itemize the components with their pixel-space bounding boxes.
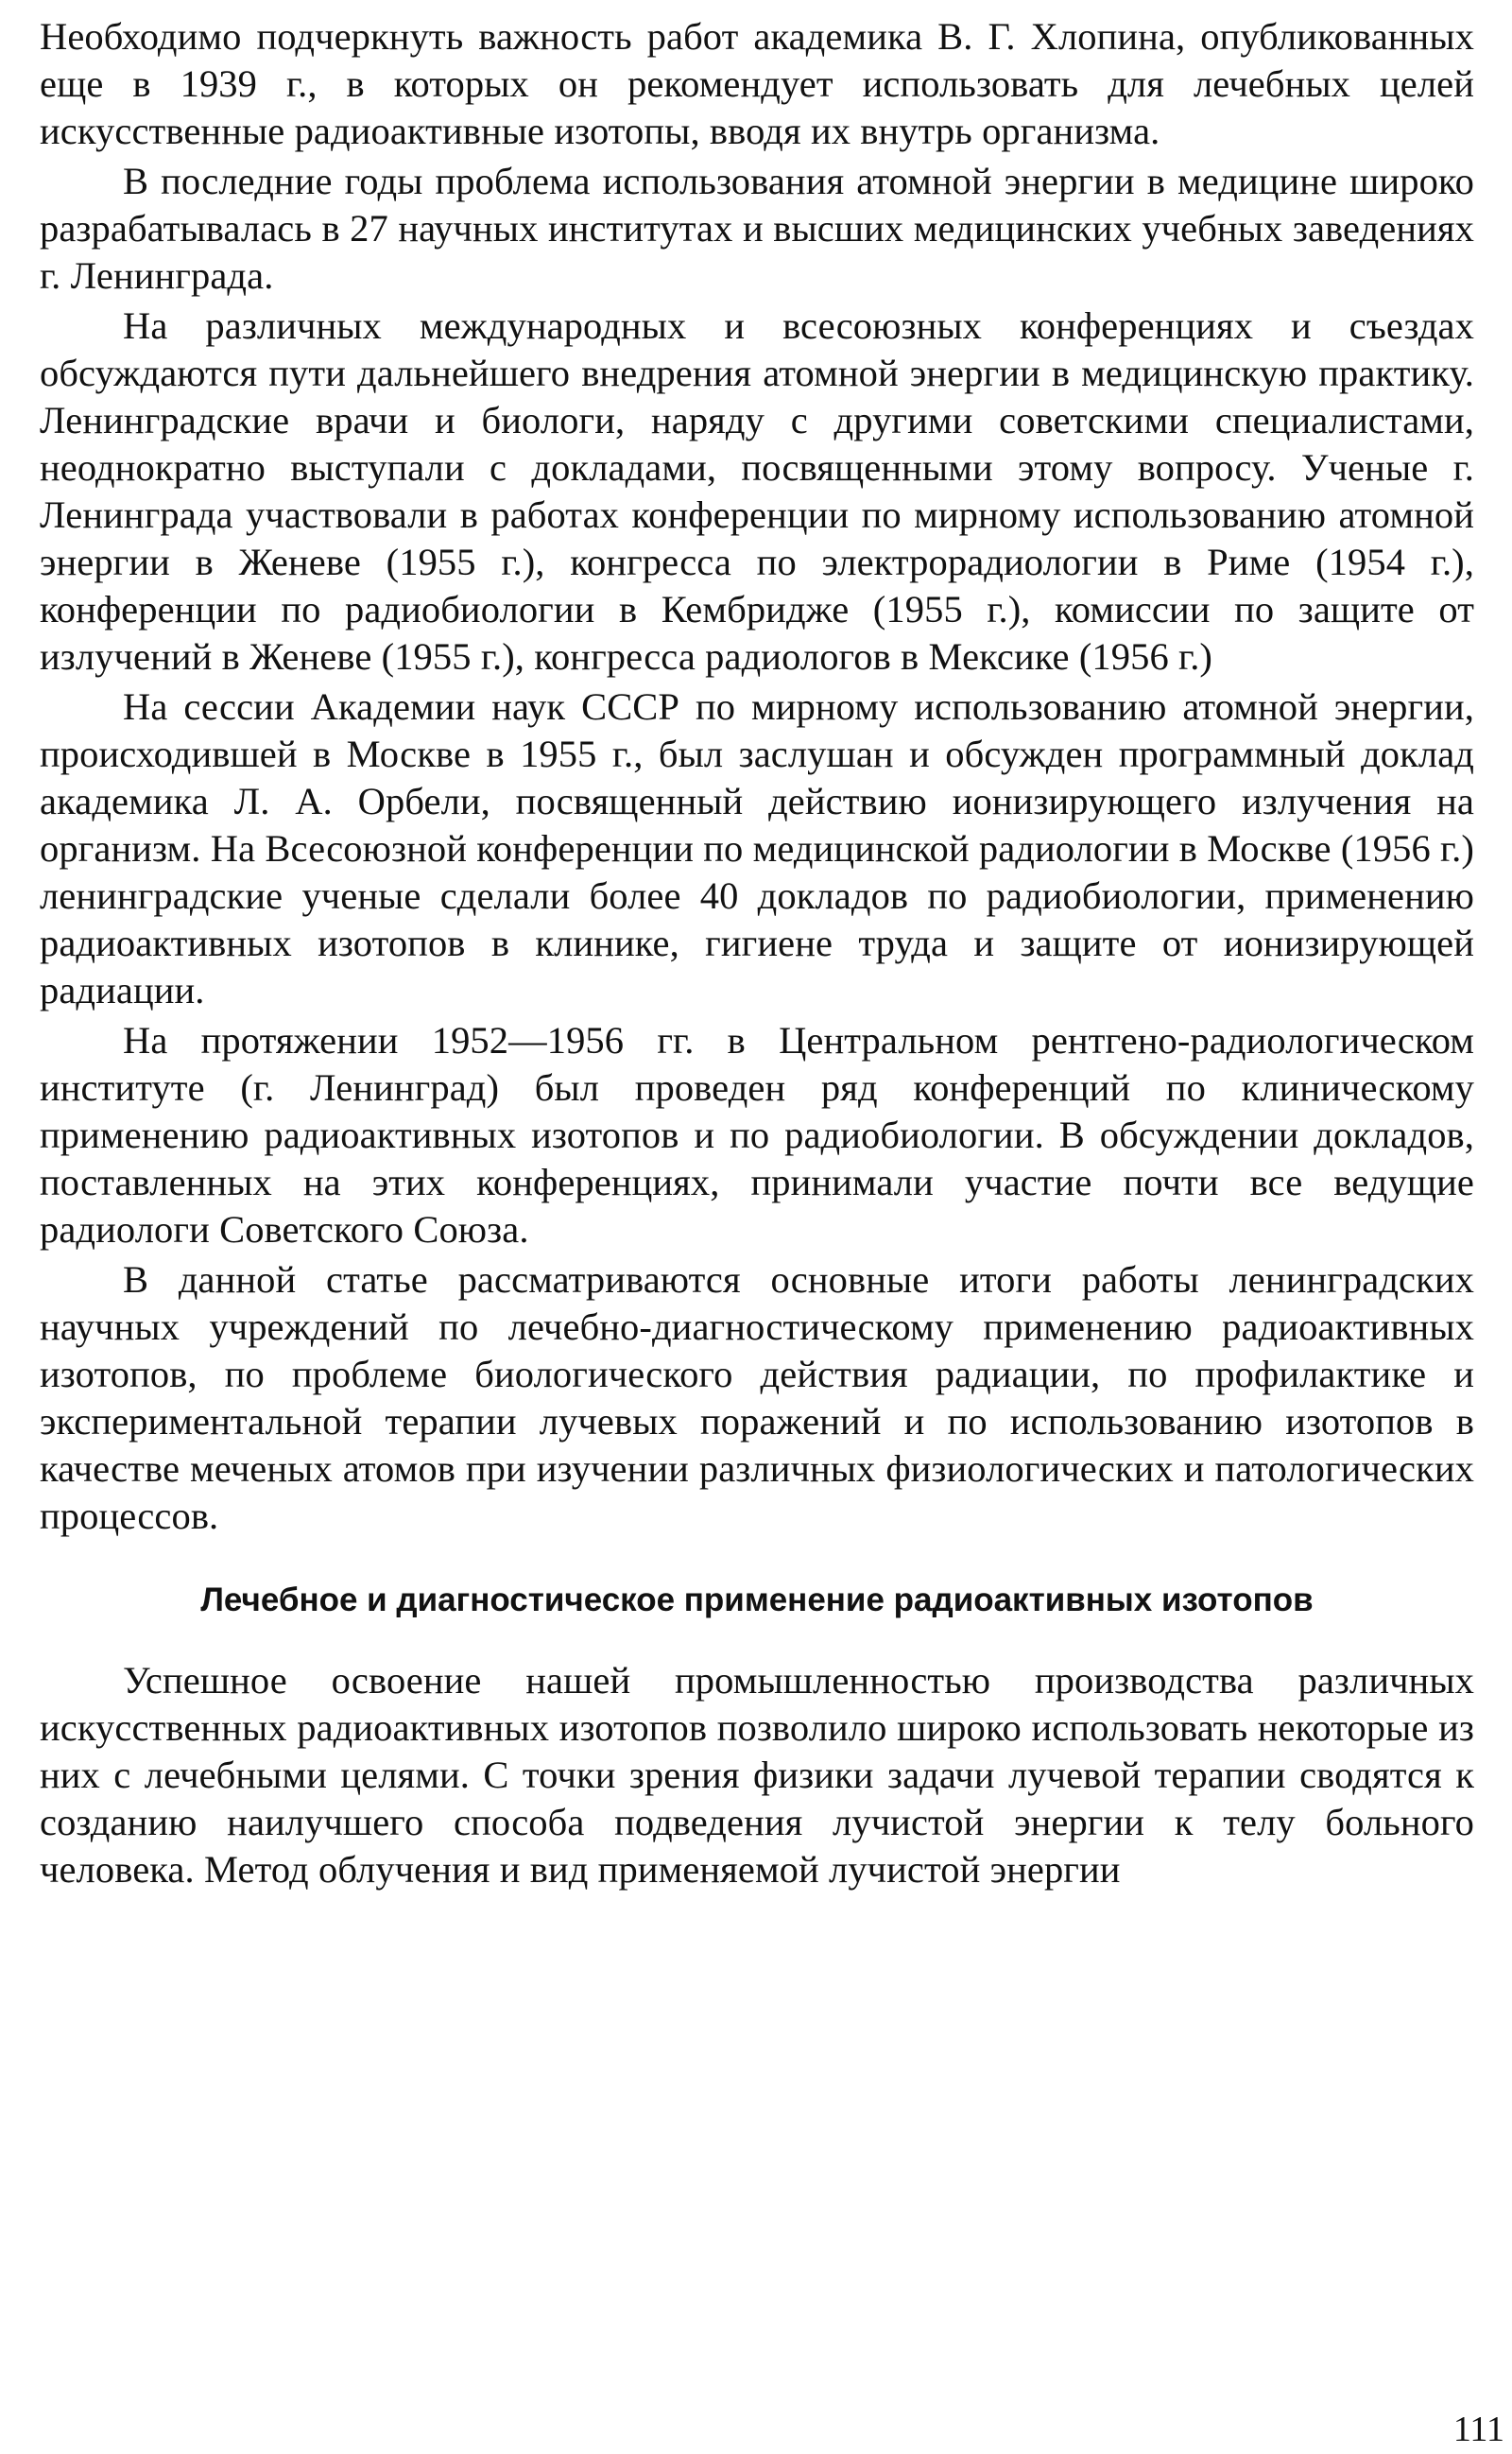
paragraph-academy-session: На сессии Академии наук СССР по мирному использованию атомной энергии, происходившей в Москве в 1955 г., был заслушан и обсужден программный доклад академика Л. А. Орбели, посвященный действию ионизирующего излучения на организм. На Всесоюзной конференции по медицинской радиологии в Москве (1956 г.) ленинградские ученые сделали более 40 докладов по радиобиологии, применению радиоактивных изотопов в клинике, гигиене труда и защите от ионизирующей радиации. — [40, 685, 1474, 1011]
paragraph-central-institute: На протяжении 1952—1956 гг. в Центральном рентгено-радиологическом институте (г. Ленинград) был проведен ряд конференций по клиническому применению радиоактивных изотопов и по радиобиологии. В обсуждении докладов, поставленных на этих конференциях, принимали участие почти все ведущие радиологи Советского Союза. — [40, 1019, 1474, 1251]
paragraph-section-intro: Успешное освоение нашей промышленностью производства различных искусственных радиоактивных изотопов позволило широко использовать некоторые из них с лечебными целями. С точки зрения физики задачи лучевой терапии сводятся к созданию наилучшего способа подведения лучистой энергии к телу больного человека. Метод облучения и вид применяемой лучистой энергии — [40, 1659, 1474, 1891]
section-heading: Лечебное и диагностическое применение радиоактивных изотопов — [200, 1581, 1314, 1618]
paragraph-leningrad-institutes: В последние годы проблема использования атомной энергии в медицине широко разрабатывалась в 27 научных институтах и высших медицинских учебных заведениях г. Ленинграда. — [40, 160, 1474, 297]
page-number: 111 — [1452, 2410, 1504, 2449]
paragraph-khlopin: Необходимо подчеркнуть важность работ академика В. Г. Хлопина, опубликованных еще в 1939 г., в которых он рекомендует использовать для лечебных целей искусственные радиоактивные изотопы, вводя их внутрь организма. — [40, 15, 1474, 152]
paragraph-article-scope: В данной статье рассматриваются основные итоги работы ленинградских научных учреждений по лечебно-диагностическому применению радиоактивных изотопов, по проблеме биологического действия радиации, по профилактике и экспериментальной терапии лучевых поражений и по использованию изотопов в качестве меченых атомов при изучении различных физиологических и патологических процессов. — [40, 1258, 1474, 1537]
paragraph-conferences: На различных международных и всесоюзных конференциях и съездах обсуждаются пути дальнейшего внедрения атомной энергии в медицинскую практику. Ленинградские врачи и биологи, наряду с другими советскими специалистами, неоднократно выступали с докладами, посвященными этому вопросу. Ученые г. Ленинграда участвовали в работах конференции по мирному использованию атомной энергии в Женеве (1955 г.), конгресса по электрорадиологии в Риме (1954 г.), конференции по радиобиологии в Кембридже (1955 г.), комиссии по защите от излучений в Женеве (1955 г.), конгресса радиологов в Мексике (1956 г.) — [40, 304, 1474, 678]
